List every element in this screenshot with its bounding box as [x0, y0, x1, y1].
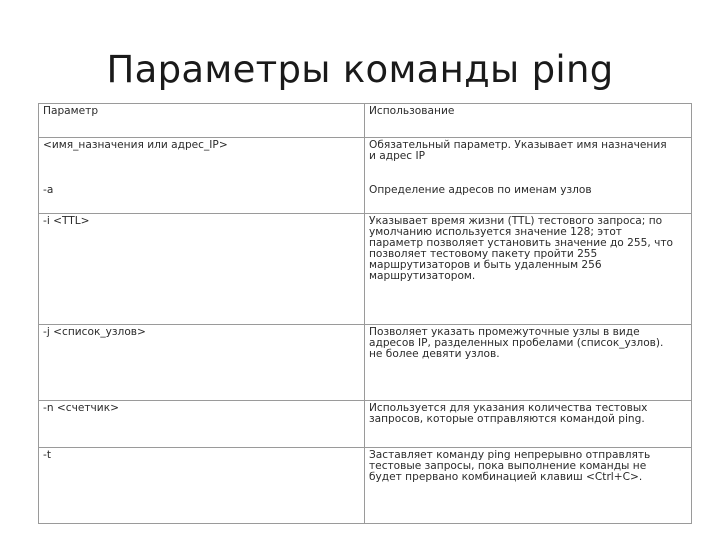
header-usage: Использование: [369, 105, 455, 117]
slide-title: Параметры команды ping: [106, 48, 614, 91]
row-param: <имя_назначения или адрес_IP>: [39, 138, 365, 183]
table-row: [39, 213, 691, 324]
row-param: -t: [39, 448, 365, 523]
table-row: [39, 447, 691, 523]
table-row: [39, 400, 691, 447]
row-usage: Заставляет команду ping непрерывно отправлять тестовые запросы, пока выполнение команды не будет прервано комбинацией клавиш <Ctrl+C>.: [369, 449, 651, 483]
row-usage: Указывает время жизни (TTL) тестового запроса; по умолчанию используется значение 128; этот параметр позволяет установить значение до 255, что позволяет тестовому пакету пройти 255 маршрутизаторов и быть удаленным 256 маршрутизатором.: [369, 215, 674, 282]
table-row: [39, 183, 691, 213]
row-usage: Используется для указания количества тестовых запросов, которые отправляются командой ping.: [369, 402, 648, 425]
table-row: [39, 324, 691, 400]
table-header-row: [39, 104, 691, 137]
row-usage: Позволяет указать промежуточные узлы в виде адресов IP, разделенных пробелами (список_узлов). не более девяти узлов.: [369, 326, 664, 360]
row-usage: Определение адресов по именам узлов: [369, 184, 592, 196]
row-param: -a: [39, 183, 365, 213]
row-usage: Обязательный параметр. Указывает имя назначения и адрес IP: [369, 139, 667, 162]
row-param: -j <список_узлов>: [39, 325, 365, 400]
header-param: Параметр: [39, 104, 365, 137]
parameters-table: [38, 103, 692, 524]
row-param: -i <TTL>: [39, 214, 365, 324]
row-param: -n <счетчик>: [39, 401, 365, 447]
table-row: [39, 137, 691, 183]
